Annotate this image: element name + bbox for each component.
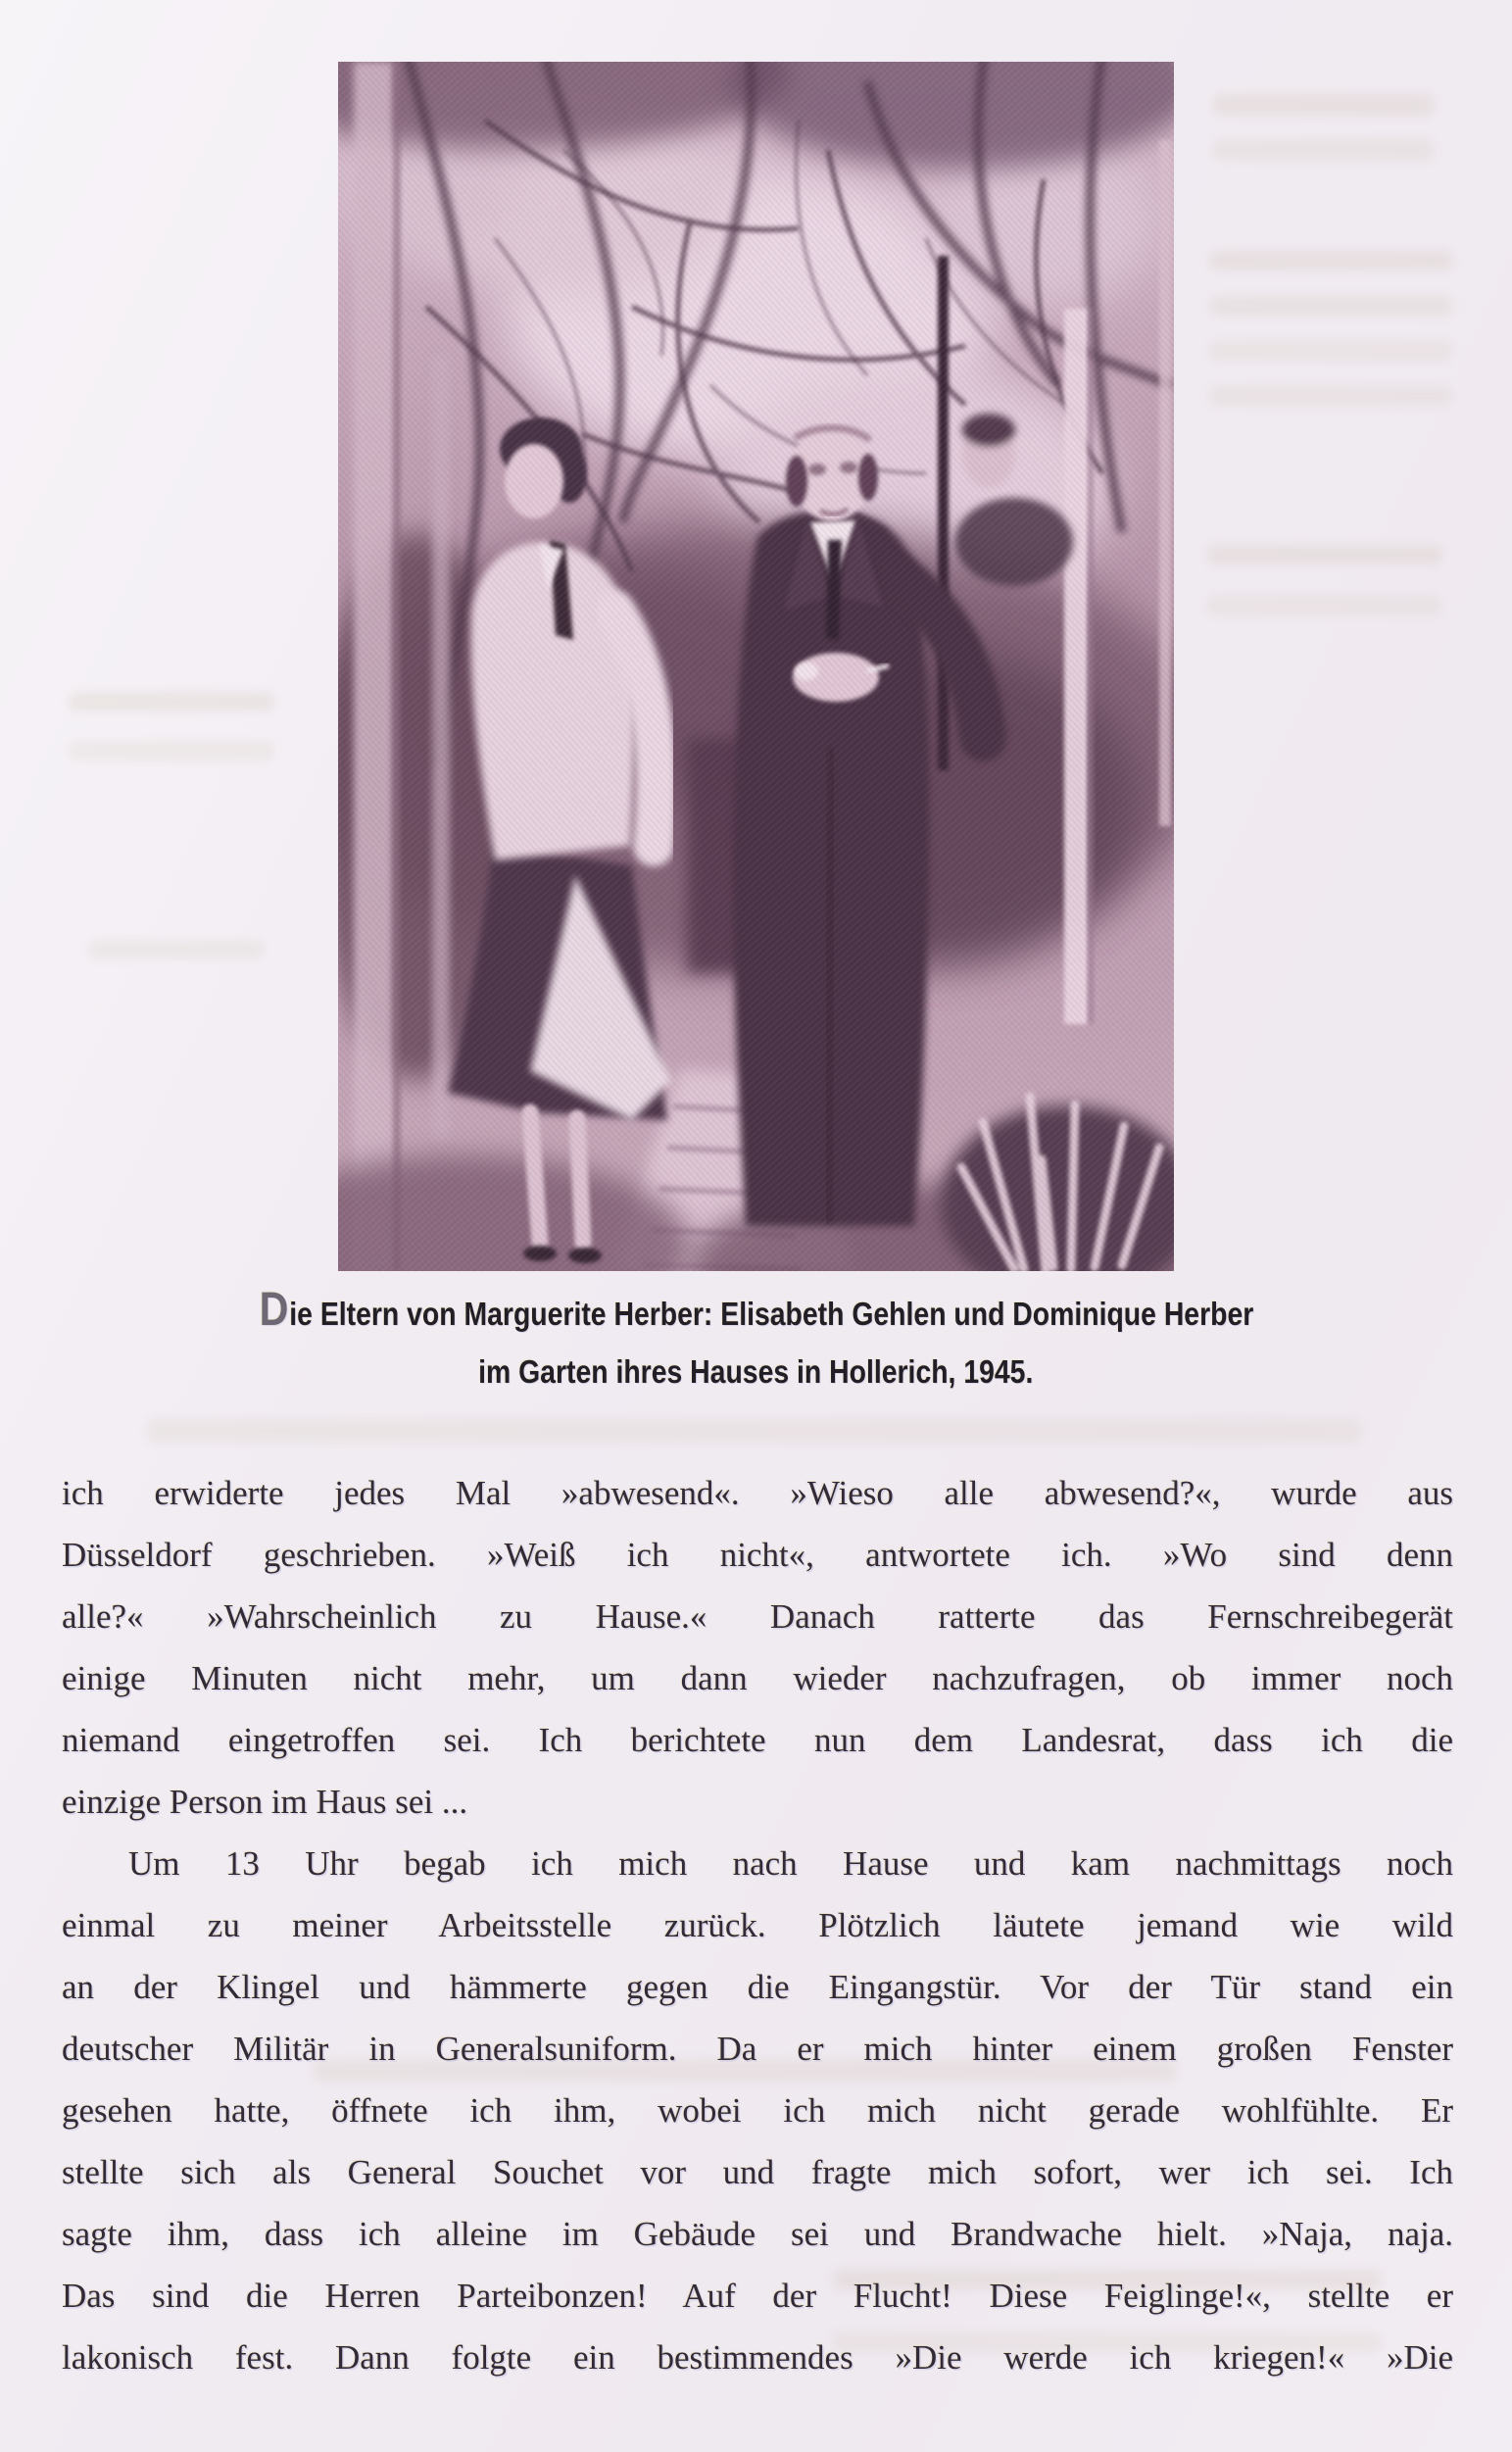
- photo-caption: [0, 1280, 1512, 1399]
- text-line: niemand eingetroffen sei. Ich berichtete nun dem Landesrat, dass ich die: [62, 1721, 1453, 1759]
- text-line: stellte sich als General Souchet vor und fragte mich sofort, wer ich sei. Ich: [62, 2153, 1453, 2191]
- text-line: deutscher Militär in Generalsuniform. Da er mich hinter einem großen Fenster: [62, 2030, 1453, 2068]
- caption-line1-text: ie Eltern von Marguerite Herber: Elisabeth Gehlen und Dominique Herber: [288, 1296, 1253, 1332]
- caption-drop-cap: D: [259, 1284, 289, 1336]
- caption-line2-text: im Garten ihres Hauses in Hollerich, 1945.: [478, 1353, 1034, 1390]
- bleed-through-text: [1209, 251, 1452, 270]
- caption-line-1: [0, 1280, 1512, 1345]
- family-photograph: [338, 62, 1174, 1271]
- bleed-through-text: [1213, 94, 1434, 116]
- text-line: alle?« »Wahrscheinlich zu Hause.« Danach ratterte das Fernschreibegerät: [62, 1597, 1453, 1636]
- caption-line-2: [0, 1345, 1512, 1399]
- body-text: [62, 1462, 1453, 2388]
- text-line: einmal zu meiner Arbeitsstelle zurück. Plötzlich läutete jemand wie wild: [62, 1906, 1453, 1944]
- bleed-through-text: [1207, 545, 1442, 564]
- text-line: Düsseldorf geschrieben. »Weiß ich nicht«, antwortete ich. »Wo sind denn: [62, 1536, 1453, 1574]
- text-line: gesehen hatte, öffnete ich ihm, wobei ich mich nicht gerade wohlfühlte. Er: [62, 2091, 1453, 2130]
- text-line: Um 13 Uhr begab ich mich nach Hause und kam nachmittags noch: [128, 1844, 1453, 1883]
- text-line: lakonisch fest. Dann folgte ein bestimmendes »Die werde ich kriegen!« »Die: [62, 2338, 1453, 2377]
- photograph-image: [338, 62, 1174, 1271]
- text-line: einzige Person im Haus sei ...: [62, 1783, 468, 1821]
- bleed-through-text: [88, 941, 265, 958]
- text-line: sagte ihm, dass ich alleine im Gebäude sei und Brandwache hielt. »Naja, naja.: [62, 2215, 1453, 2253]
- text-line: an der Klingel und hämmerte gegen die Eingangstür. Vor der Tür stand ein: [62, 1968, 1453, 2006]
- bleed-through-text: [147, 1419, 1362, 1443]
- text-line: einige Minuten nicht mehr, um dann wieder nachzufragen, ob immer noch: [62, 1659, 1453, 1697]
- text-line: Das sind die Herren Parteibonzen! Auf der Flucht! Diese Feiglinge!«, stellte er: [62, 2277, 1453, 2315]
- text-line: ich erwiderte jedes Mal »abwesend«. »Wieso alle abwesend?«, wurde aus: [62, 1474, 1453, 1512]
- bleed-through-text: [69, 692, 274, 711]
